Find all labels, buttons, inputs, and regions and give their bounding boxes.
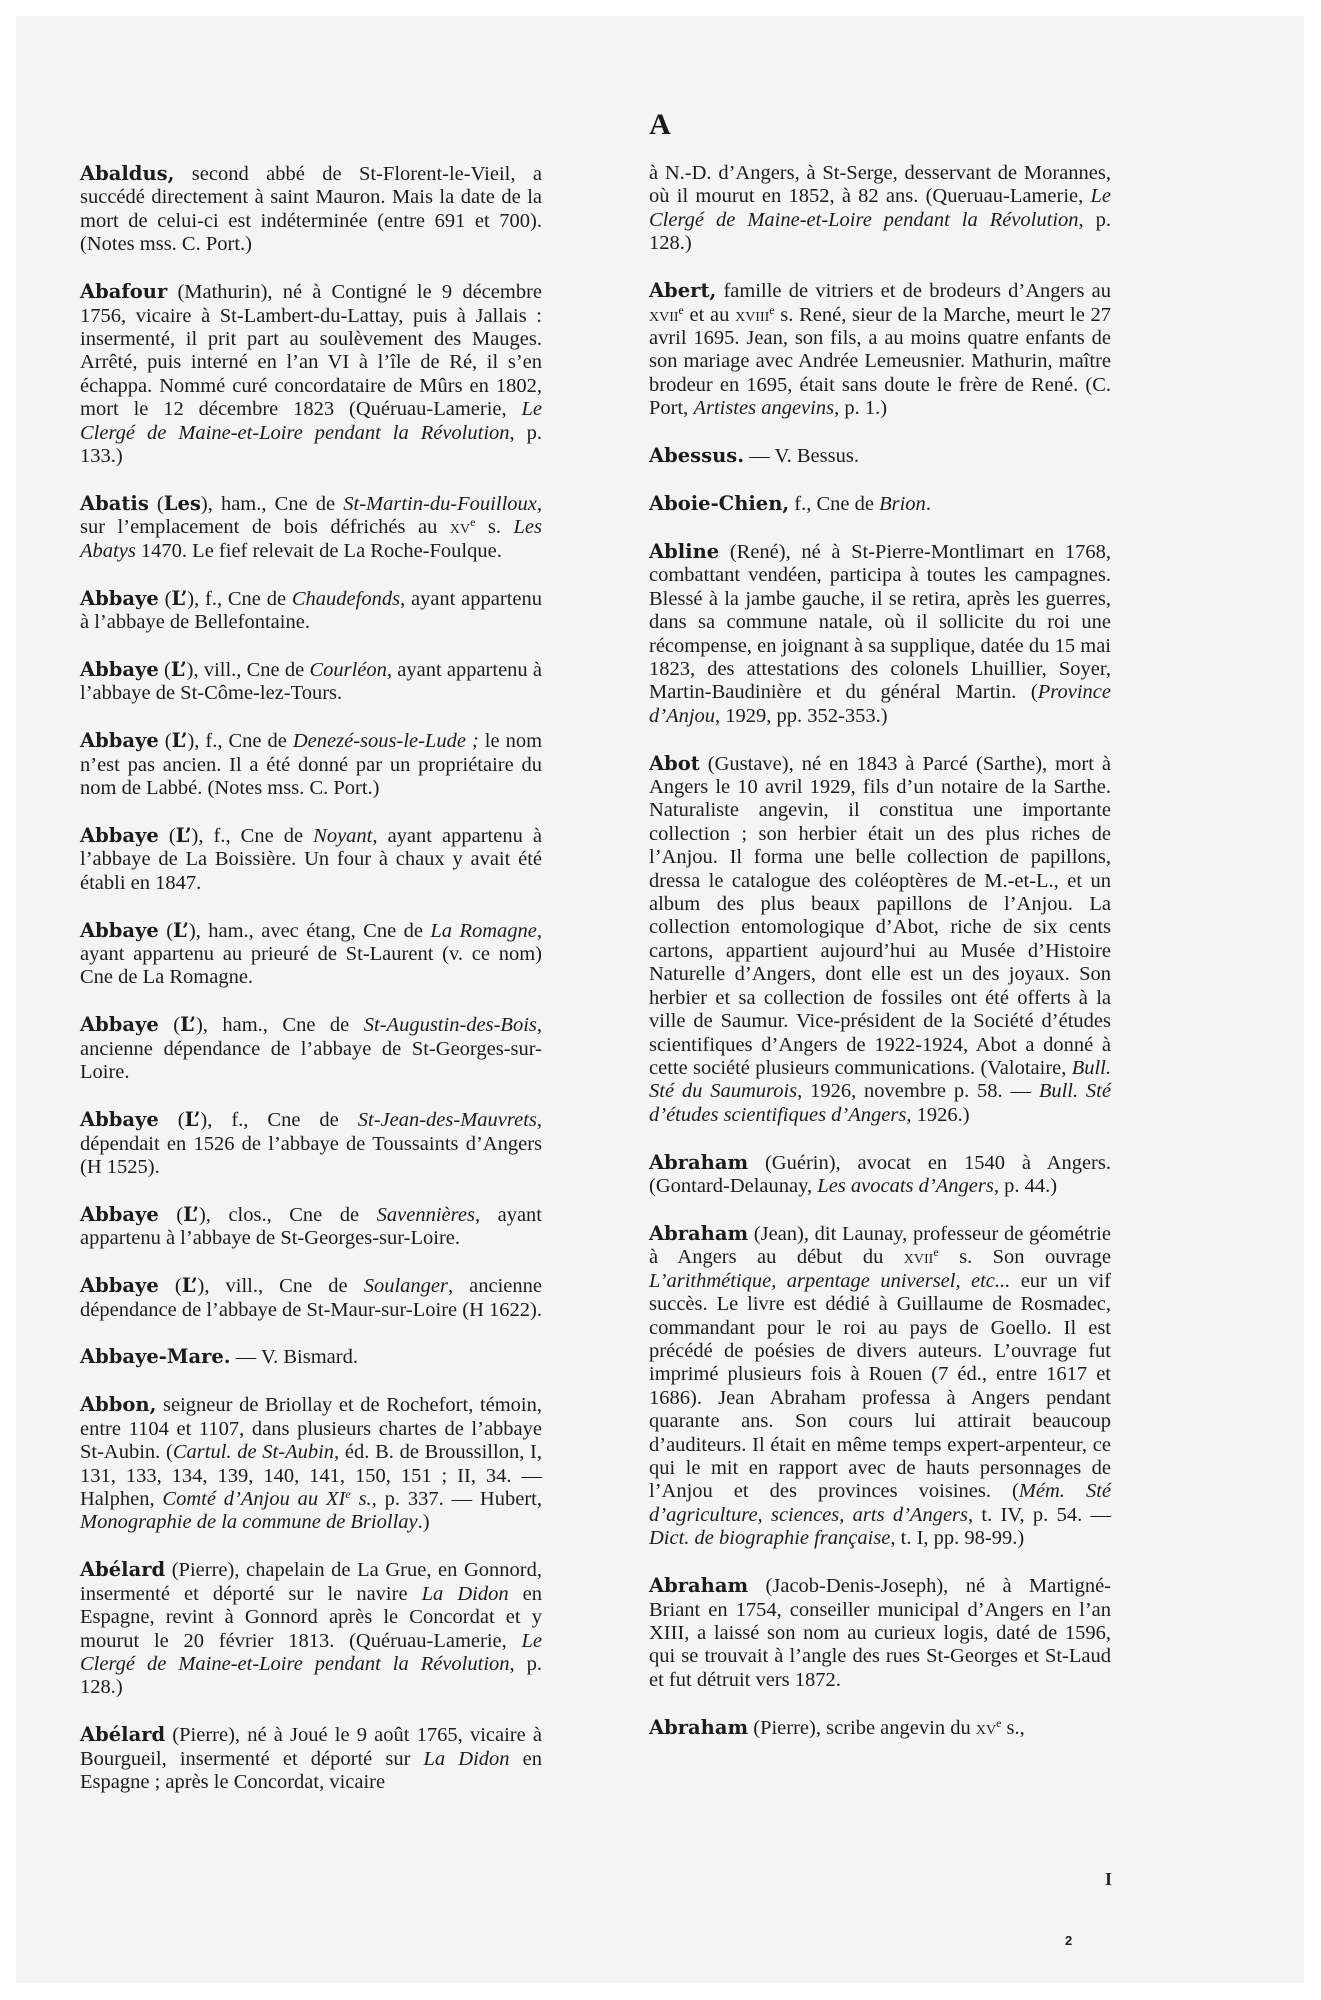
dictionary-entry [649,1574,1111,1692]
entry-text: (Pierre), chapelain de La Grue, en Gonnord, insermenté et déporté sur le navire [80,1559,542,1605]
entry-text: , t. IV, p. 54. — [968,1503,1111,1526]
entry-text: xvii [903,1246,934,1269]
entry-headword: Abbon, [80,1393,157,1417]
entry-text: , ayant appartenu à l’abbaye de St-Côme-lez-Tours. [80,658,542,705]
entry-citation-italic: Les avocats d’Angers [817,1175,994,1198]
entry-text: (Gustave), né en 1843 à Parcé (Sarthe), mort à Angers le 10 avril 1929, fils d’un notaire de la Sarthe. Naturaliste angevin, il constitua une importante collection ; son herbier était un des plus riches de l’Anjou. Il forma une belle collection de papillons, dressa le catalogue des coléoptères de M.-et-L., et un album des plus beaux papillons de l’Anjou. La collection entomologique d’Abot, riche de six cents cartons, appartient aujourd’hui au Musée d’Histoire Naturelle d’Angers, dont elle est un des joyaux. Son herbier et sa collection de fossiles ont été offerts à la ville de Saumur. Vice-président de la Société d’études scientifiques d’Angers de 1922-1924, Abot a donné à cette société plusieurs communications. (Valotaire, [649,752,1111,1079]
entry-citation-italic: Province d’Anjou [649,681,1111,727]
dictionary-entry [80,587,542,635]
entry-headword: Abatis [80,491,149,515]
entry-headword: Abélard [80,1723,166,1747]
entry-headword: Abbaye-Mare. [80,1345,231,1369]
entry-citation-italic: La Didon [421,1582,509,1605]
right-column [649,162,1111,1764]
entry-text: ( [158,587,172,610]
entry-citation-italic: Cartul. de St-Aubin [172,1441,335,1464]
entry-text: s. René, sieur de la Marche, meurt le 27 avril 1695. Jean, son fils, a au moins quatre enfants de son mariage avec Andrée Lemeusnier. Mathurin, maître brodeur en 1695, était sans doute le frère de René. (C. Port, [649,303,1111,420]
entry-text: ( [158,1014,181,1037]
entry-headword: Abbaye [80,1274,159,1298]
entry-text: (Guérin), avocat en 1540 à Angers. (Gontard-Delaunay, [649,1151,1111,1198]
letter-heading: A [649,108,671,141]
entry-qualifier: L’ [173,918,189,942]
entry-text: (Pierre), né à Joué le 9 août 1765, vicaire à Bourgueil, insermenté et déporté sur [80,1724,542,1770]
dictionary-entry [649,444,1111,468]
dictionary-entry [80,1013,542,1084]
entry-text: à N.-D. d’Angers, à St-Serge, desservant de Morannes, où il mourut en 1852, à 82 ans. (Queruau-Lamerie, [649,162,1111,208]
dictionary-entry [80,280,542,468]
entry-headword: Abélard [80,1558,166,1582]
left-column [80,162,542,1818]
entry-text: xv [449,516,471,539]
entry-text: s. Son ouvrage [938,1246,1112,1269]
signature-mark: 2 [1065,1933,1073,1948]
entry-headword: Abbaye [80,918,159,942]
entry-citation-italic: Artistes angevins [693,397,835,420]
entry-text: , ancienne dépendance de l’abbaye de St-Maur-sur-Loire (H 1622). [80,1275,542,1321]
entry-text: 1470. Le fief relevait de La Roche-Foulque. [135,539,502,562]
entry-text: ), f., Cne de [191,824,314,847]
dictionary-entry [80,729,542,800]
entry-text: , t. I, pp. 98-99.) [890,1527,1025,1550]
entry-citation-italic: La Didon [423,1747,510,1770]
entry-headword: Abraham [649,1574,749,1598]
entry-qualifier: L’ [170,657,187,681]
entry-text: , 1929, pp. 352-353.) [715,704,888,727]
dictionary-entry [80,1274,542,1322]
entry-citation-italic: Le Clergé de Maine-et-Loire pendant la Révolution [649,185,1111,231]
entry-citation-italic: Comté d’Anjou au XI [162,1487,346,1510]
entry-text: e [470,515,476,530]
entry-headword: Abbaye [80,1013,159,1037]
entry-text: , 1926, novembre p. 58. — [797,1080,1039,1103]
entry-citation-italic: Courléon [309,658,387,681]
entry-headword: Abbaye [80,1108,159,1132]
entry-text: ), ham., Cne de [195,1014,364,1037]
entry-headword: Abbaye [80,1202,159,1226]
entry-citation-italic: Le Clergé de Maine-et-Loire pendant la Révolution [80,1629,542,1675]
entry-citation-italic: St-Martin-du-Fouilloux [343,492,537,515]
entry-text: ), clos., Cne de [198,1203,377,1226]
entry-text: ( [158,730,172,753]
entry-text: en Espagne ; après le Concordat, vicaire [80,1747,542,1794]
entry-citation-italic: Dict. de biographie française [649,1527,891,1550]
entry-text: , ayant appartenu à l’abbaye de La Boissière. Un four à chaux y avait été établi en 1847. [80,824,542,894]
entry-text: eur un vif succès. Le livre est dédié à Guillaume de Rosmadec, commandant pour le roi au pays de Goello. Il est précédé de poésies de divers auteurs. L’ouvrage fut imprimé plusieurs fois à Rouen (7 éd., entre 1617 et 1686). Jean Abraham professa à Angers pendant quarante ans. Son cours lui attirait beaucoup d’auditeurs. Il était en même temps expert-arpenteur, ce qui le mit en rapport avec de hauts personnages de l’Anjou et des provinces voisines. ( [649,1269,1111,1503]
dictionary-entry [80,492,542,563]
entry-text: xv [975,1716,997,1739]
entry-citation-italic: s. [350,1487,372,1510]
entry-text: second abbé de St-Florent-le-Vieil, a succédé directement à saint Mauron. Mais la date de la mort de celui-ci est indéterminée (entre 691 et 700). (Notes mss. C. Port.) [80,163,542,256]
entry-citation-italic: L’arithmétique, arpentage universel, etc... [649,1269,1011,1292]
entry-text: s., [1001,1716,1025,1739]
entry-citation-italic: Les Abatys [80,516,542,562]
entry-headword: Abafour [80,280,168,304]
entry-headword: Abert, [649,279,717,303]
entry-text: , ayant appartenu au prieuré de St-Laurent (v. ce nom) Cne de La Romagne. [80,919,543,989]
entry-citation-italic: Le Clergé de Maine-et-Loire pendant la Révolution [80,398,542,444]
entry-citation-italic: Bull. Sté d’études scientifiques d’Angers [649,1080,1111,1126]
entry-text: ( [158,1109,185,1132]
dictionary-entry [649,1222,1111,1551]
dictionary-entry [649,492,1111,516]
entry-text: seigneur de Briollay et de Rochefort, témoin, entre 1104 et 1107, dans plusieurs chartes de l’abbaye St-Aubin. ( [80,1394,542,1464]
entry-citation-italic: Bull. Sté du Saumurois [649,1056,1111,1103]
entry-text: — V. Bismard. [230,1346,358,1369]
entry-headword: Abline [649,539,720,563]
entry-headword: Abaldus, [80,162,175,185]
entry-text: (René), né à St-Pierre-Montlimart en 1768, combattant vendéen, participa à toutes les campagnes. Blessé à la jambe gauche, il se retira, après les guerres, dans sa commune natale, où il sollicite du roi une récompense, en joignant à sa supplique, datée du 15 mai 1823, des attestations des colonels Lhuillier, Soyer, Martin-Baudinière et du général Martin. ( [649,540,1111,704]
entry-citation-italic: Denezé-sous-le-Lude ; [292,730,479,753]
entry-qualifier: L’ [184,1108,201,1132]
entry-text: , p. 44.) [993,1175,1058,1198]
entry-citation-italic: e [345,1486,351,1501]
dictionary-entry [649,752,1111,1128]
entry-citation-italic: Savennières [376,1203,475,1226]
entry-text: , sur l’emplacement de bois défrichés au [80,492,542,539]
dictionary-entry [649,279,1111,420]
dictionary-entry [80,824,542,895]
dictionary-entry [80,1108,542,1179]
entry-text: ( [148,492,164,515]
entry-text: (Mathurin), né à Contigné le 9 décembre 1756, vicaire à St-Lambert-du-Lattay, puis à Jallais : insermenté, il prit part au soulèvement des Mauges. Arrêté, puis interné en l’an VI à l’île de Ré, il s’en échappa. Nommé curé concordataire de Mûrs en 1802, mort le 12 décembre 1823 (Quéruau-Lamerie, [80,281,542,421]
entry-text: . [925,492,931,515]
entry-text: , ayant appartenu à l’abbaye de St-Georges-sur-Loire. [80,1203,542,1250]
folio-number: I [1105,1869,1113,1889]
entry-text: e [933,1245,939,1260]
entry-citation-italic: St-Jean-des-Mauvrets [357,1109,537,1132]
entry-text: , ayant appartenu à l’abbaye de Bellefontaine. [80,587,543,633]
entry-text: , 1926.) [906,1103,970,1126]
entry-citation-italic: Soulanger [363,1275,448,1298]
dictionary-entry [80,658,542,706]
entry-text: e [678,302,684,317]
entry-text: ), ham., avec étang, Cne de [188,919,431,942]
dictionary-entry [649,162,1111,256]
entry-headword: Abot [649,751,700,775]
entry-text: .) [417,1511,430,1534]
entry-headword: Abessus. [649,444,745,468]
entry-headword: Abraham [649,1221,749,1245]
entry-text: ( [158,824,176,847]
entry-text: f., Cne de [789,492,880,515]
dictionary-entry [649,1716,1111,1740]
entry-headword: Abraham [649,1715,749,1739]
dictionary-entry [80,1203,542,1251]
entry-text: (Jean), dit Launay, professeur de géométrie à Angers au début du [649,1222,1111,1269]
entry-text: en Espagne, revint à Gonnord après le Concordat et y mourut le 20 février 1813. (Quéruau-Lamerie, [80,1582,542,1652]
entry-text: xvii [649,303,679,326]
entry-text: ), ham., Cne de [200,492,344,515]
entry-headword: Abraham [649,1150,749,1174]
dictionary-entry [80,1393,542,1534]
entry-qualifier: L’ [181,1274,198,1298]
entry-text: ), f., Cne de [200,1109,358,1132]
entry-text: e [769,302,775,317]
entry-citation-italic: Brion [879,492,926,515]
entry-qualifier: L’ [171,729,188,753]
entry-text: (Pierre), scribe angevin du [748,1716,976,1739]
dictionary-entry [649,1151,1111,1199]
entry-citation-italic: Noyant [313,824,373,847]
entry-qualifier: Les [163,491,201,515]
entry-text: ), vill., Cne de [197,1275,364,1298]
dictionary-entry [80,919,542,990]
entry-text: xviii [735,303,770,326]
entry-text: , éd. B. de Broussillon, I, 131, 133, 134, 139, 140, 141, 150, 151 ; II, 34. — Halphen, [80,1441,542,1510]
dictionary-entry [80,162,542,257]
entry-headword: Abbaye [80,823,159,847]
entry-qualifier: L’ [171,586,188,610]
entry-qualifier: L’ [175,823,192,847]
entry-headword: Abbaye [80,729,159,753]
entry-text: et au [683,303,736,326]
entry-text: , p. 128.) [649,208,1112,255]
entry-text: ( [158,1275,182,1298]
entry-text: le nom n’est pas ancien. Il a été donné par un propriétaire du nom de Labbé. (Notes mss. C. Port.) [80,730,543,800]
entry-text: , p. 337. — Hubert, [371,1487,542,1510]
entry-text: ( [158,658,171,681]
entry-qualifier: L’ [180,1013,196,1037]
entry-text: (Jacob-Denis-Joseph), né à Martigné-Briant en 1754, conseiller municipal d’Angers en l’an XIII, a laissé son nom au curieux logis, daté de 1596, qui se trouvait à l’angle des rues St-Georges et St-Laud et fut détruit vers 1872. [649,1575,1111,1691]
entry-text: ), f., Cne de [187,587,292,610]
entry-citation-italic: Chaudefonds [291,587,401,610]
dictionary-entry [80,1345,542,1369]
entry-headword: Aboie-Chien, [649,491,790,515]
entry-text: , p. 133.) [80,421,543,467]
entry-citation-italic: La Romagne [430,919,537,942]
entry-text: e [996,1715,1002,1730]
entry-text: — V. Bessus. [744,445,859,468]
entry-headword: Abbaye [80,586,159,610]
entry-text: , p. 128.) [80,1652,543,1699]
entry-text: , dépendait en 1526 de l’abbaye de Toussaints d’Angers (H 1525). [80,1109,542,1178]
entry-text: s. [475,516,514,539]
entry-citation-italic: St-Augustin-des-Bois [363,1014,537,1037]
entry-text: , ancienne dépendance de l’abbaye de St-Georges-sur-Loire. [80,1014,542,1084]
entry-text: ( [158,919,174,942]
dictionary-page [16,16,1304,1983]
entry-qualifier: L’ [183,1202,199,1226]
entry-text: , p. 1.) [834,397,888,420]
entry-text: ), vill., Cne de [186,658,310,681]
dictionary-entry [649,540,1111,728]
entry-headword: Abbaye [80,657,159,681]
entry-text: ( [158,1203,184,1226]
entry-text: famille de vitriers et de brodeurs d’Angers au [716,280,1111,303]
entry-text: ), f., Cne de [187,730,293,753]
dictionary-entry [80,1558,542,1699]
entry-citation-italic: Mém. Sté d’agriculture, sciences, arts d’Angers [649,1480,1111,1526]
entry-citation-italic: Monographie de la commune de Briollay [80,1511,418,1534]
dictionary-entry [80,1723,542,1794]
